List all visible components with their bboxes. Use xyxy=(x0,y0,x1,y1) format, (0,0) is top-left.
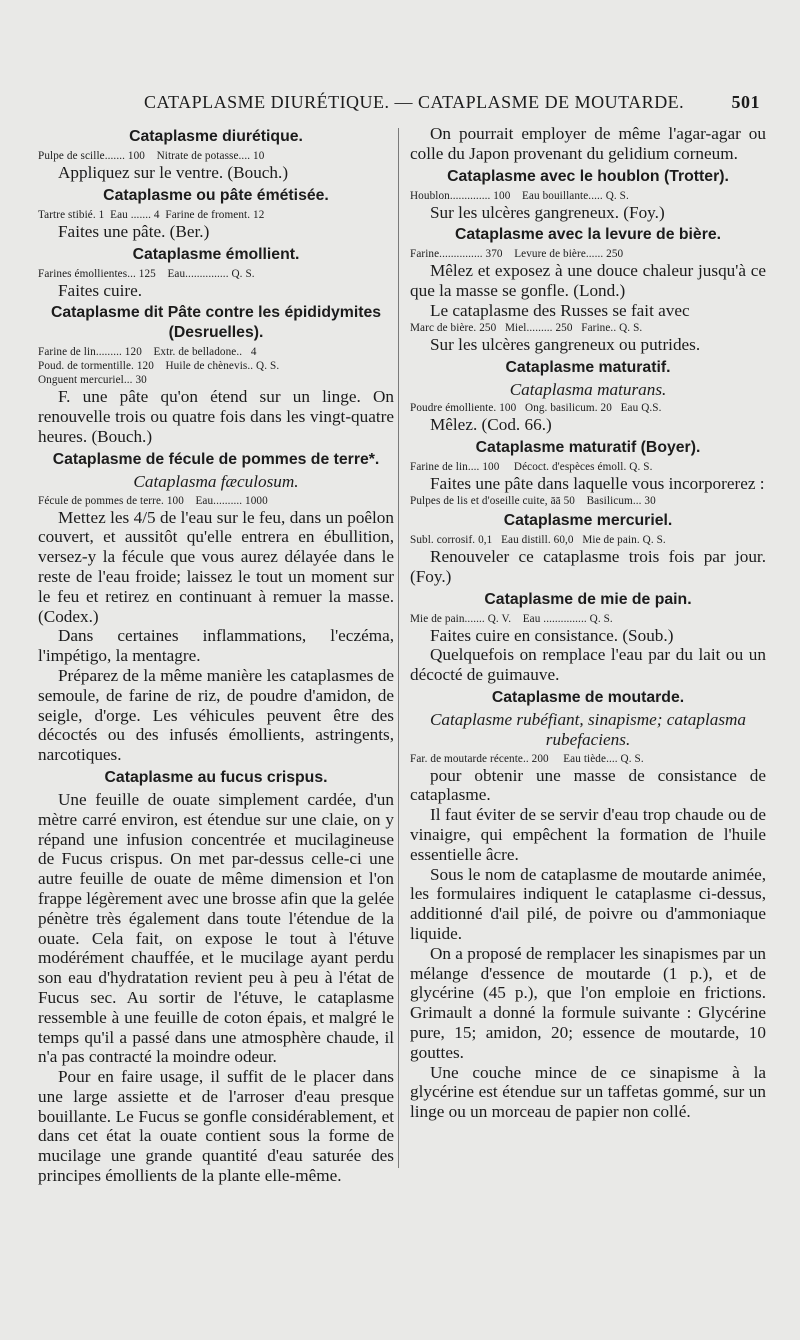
column-divider xyxy=(398,128,399,1168)
formula-line: Pulpes de lis et d'oseille cuite, āā 50 Basilicum... 30 xyxy=(410,494,656,507)
body-paragraph: Sous le nom de cataplasme de moutarde animée, les formulaires indiquent le cataplasme ci-dessus, additionné d'ail pilé, de poivre ou d'ammoniaque liquide. xyxy=(410,864,766,943)
body-paragraph: Mêlez et exposez à une douce chaleur jusqu'à ce que la masse se gonfle. (Lond.) xyxy=(410,261,766,301)
section-heading: Cataplasme avec le houblon (Trotter). xyxy=(447,167,729,185)
body-paragraph: Le cataplasme des Russes se fait avec xyxy=(430,300,690,320)
instruction-text: Sur les ulcères gangreneux. (Foy.) xyxy=(430,202,665,222)
formula-line: Farine de lin.... 100 Décoct. d'espèces émoll. Q. S. xyxy=(410,461,653,474)
section-heading: Cataplasme maturatif (Boyer). xyxy=(475,439,701,457)
running-head-title: CATAPLASME DIURÉTIQUE. — CATAPLASME DE MOUTARDE. xyxy=(144,92,685,112)
instruction-text: Appliquez sur le ventre. (Bouch.) xyxy=(58,163,289,182)
section-heading: Cataplasme maturatif. xyxy=(505,358,671,376)
formula-line: Houblon.............. 100 Eau bouillante..... Q. S. xyxy=(410,189,629,202)
body-paragraph: Mettez les 4/5 de l'eau sur le feu, dans un poêlon couvert, et aussitôt qu'elle entrera en ébullition, versez-y la fécule que vous aurez délayée dans le reste de l'eau froide; laissez le tout un moment sur le feu et retirez en continuant à remuer la masse. (Codex.) xyxy=(38,507,394,626)
formula-line: Poudre émolliente. 100 Ong. basilicum. 20 Eau Q.S. xyxy=(410,402,662,415)
latin-subtitle: Cataplasma fæculosum. xyxy=(133,471,299,491)
formula-line: Fécule de pommes de terre. 100 Eau.......... 1000 xyxy=(38,494,268,507)
body-paragraph: Renouveler ce cataplasme trois fois par jour. (Foy.) xyxy=(410,546,766,586)
right-column xyxy=(410,124,766,1122)
body-paragraph: Une couche mince de ce sinapisme à la glycérine est étendue sur un taffetas gommé, sur un linge ou un morceau de papier non collé. xyxy=(410,1062,766,1122)
formula-line: Farine............... 370 Levure de bière...... 250 xyxy=(410,248,624,261)
formula-line: Far. de moutarde récente.. 200 Eau tiède.... Q. S. xyxy=(410,752,644,765)
body-paragraph: Il faut éviter de se servir d'eau trop chaude ou de vinaigre, qui empêchent la formation de l'huile essentielle âcre. xyxy=(410,805,766,864)
instruction-text: Faites cuire. xyxy=(58,280,142,300)
section-heading: Cataplasme de moutarde. xyxy=(491,688,685,706)
body-paragraph: Préparez de la même manière les cataplasmes de semoule, de farine de riz, de poudre d'amidon, de seigle, d'orge. Les véhicules peuvent être des décoctés ou des infusés émollients, astringents, narcotiques. xyxy=(38,665,394,765)
body-paragraph: Une feuille de ouate simplement cardée, d'un mètre carré environ, est étendue sur une claie, on y répand une infusion concentrée et mucilagineuse de Fucus crispus. On met par-dessus celle-ci une autre feuille de ouate de même dimension et l'on frappe légèrement avec une brosse afin que la gelée pénètre très également dans toute l'étendue de la ouate. Cela fait, on expose le tout à l'étuve modérément chauffée, et le mucilage ayant perdu son eau d'hydratation revient peu à peu à l'état de Fucus sec. Au sortir de l'étuve, le cataplasme ressemble à une feuille de coton épais, et malgré le temps qu'il a passé dans une atmosphère chaude, il n'a pas contracté la moindre odeur. xyxy=(38,789,394,1067)
section-heading: Cataplasme diurétique. xyxy=(129,128,303,145)
instruction-text: Faites une pâte. (Ber.) xyxy=(58,221,210,241)
body-paragraph: F. une pâte qu'on étend sur un linge. On renouvelle trois ou quatre fois dans les vingt-quatre heures. (Bouch.) xyxy=(38,387,394,446)
instruction-text: Mêlez. (Cod. 66.) xyxy=(430,415,552,435)
latin-subtitle: Cataplasme rubéfiant, sinapisme; cataplasma rubefaciens. xyxy=(429,709,747,749)
body-paragraph: pour obtenir une masse de consistance de cataplasme. xyxy=(410,765,766,805)
formula-line: Tartre stibié. 1 Eau ....... 4 Farine de froment. 12 xyxy=(38,208,265,221)
latin-subtitle: Cataplasma maturans. xyxy=(509,379,667,399)
left-column xyxy=(38,124,394,1186)
instruction-text: Faites cuire en consistance. (Soub.) xyxy=(430,625,674,645)
body-paragraph: Faites une pâte dans laquelle vous incorporerez : xyxy=(430,474,765,494)
section-heading: Cataplasme mercuriel. xyxy=(503,511,673,529)
instruction-text: Sur les ulcères gangreneux ou putrides. xyxy=(430,334,701,354)
running-head xyxy=(38,92,760,114)
section-heading: Cataplasme émollient. xyxy=(132,245,300,263)
page-number: 501 xyxy=(731,92,760,112)
formula-line: Pulpe de scille....... 100 Nitrate de potasse.... 10 xyxy=(38,150,265,162)
formula-line: Farines émollientes... 125 Eau............... Q. S. xyxy=(38,267,255,280)
section-heading: Cataplasme de fécule de pommes de terre*. xyxy=(52,450,380,468)
formula-line: Subl. corrosif. 0,1 Eau distill. 60,0 Mie de pain. Q. S. xyxy=(410,533,666,546)
formula-line: Farine de lin......... 120 Extr. de belladone.. 4 Poud. de tormentille. 120 Huile de chènevis.. Q. S. Onguent mercuriel... 30 xyxy=(38,346,280,387)
body-paragraph: On a proposé de remplacer les sinapismes par un mélange d'essence de moutarde (1 p.), et de glycérine (45 p.), que l'on emploie en frictions. Grimault a donné la formule suivante : Glycérine pure, 15; amidon, 20; essence de moutarde, 10 gouttes. xyxy=(410,943,766,1062)
section-heading: Cataplasme dit Pâte contre les épididymites (Desruelles). xyxy=(50,304,382,342)
body-paragraph: On pourrait employer de même l'agar-agar ou colle du Japon provenant du gelidium corneum. xyxy=(410,124,766,163)
section-heading: Cataplasme avec la levure de bière. xyxy=(454,226,722,244)
section-heading: Cataplasme ou pâte émétisée. xyxy=(103,186,329,204)
formula-line: Mie de pain....... Q. V. Eau ............... Q. S. xyxy=(410,612,613,625)
body-paragraph: Pour en faire usage, il suffit de le placer dans une large assiette et de l'arroser d'eau presque bouillante. Le Fucus se gonfle considérablement, et dans cet état la ouate contient sous la forme de mucilage une grande quantité d'eau saturée des principes émollients de la plante elle-même. xyxy=(38,1067,394,1186)
section-heading: Cataplasme de mie de pain. xyxy=(484,590,692,608)
formula-line: Marc de bière. 250 Miel......... 250 Farine.. Q. S. xyxy=(410,321,643,334)
section-heading: Cataplasme au fucus crispus. xyxy=(104,768,328,786)
body-paragraph: Dans certaines inflammations, l'eczéma, l'impétigo, la mentagre. xyxy=(38,626,394,666)
body-paragraph: Quelquefois on remplace l'eau par du lait ou un décocté de guimauve. xyxy=(410,645,766,685)
